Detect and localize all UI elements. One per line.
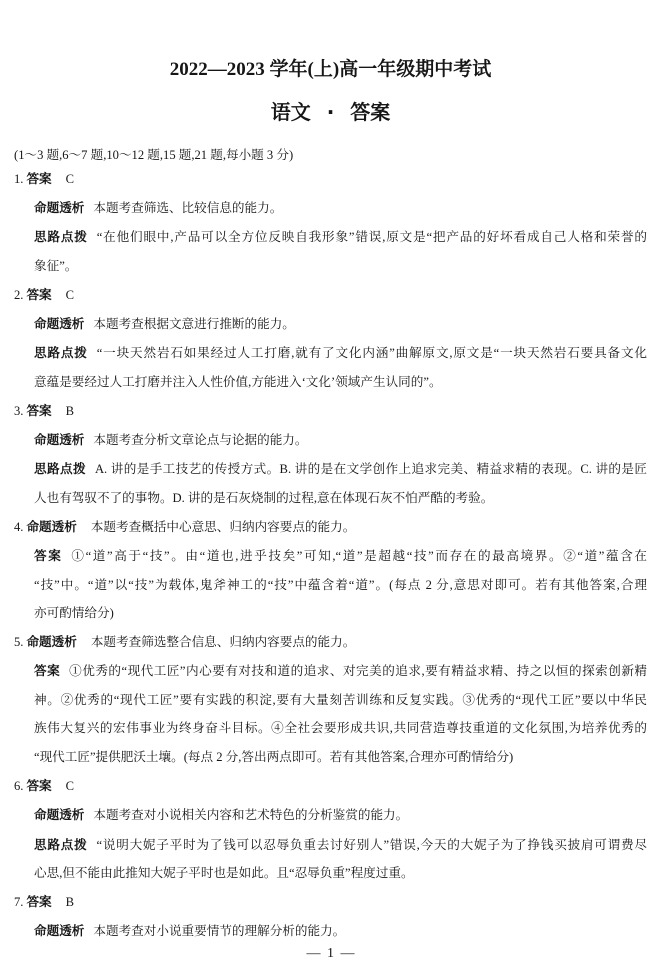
analysis-text: 本题考查对小说重要情节的理解分析的能力。 (93, 924, 346, 939)
hint-block (14, 339, 647, 396)
answer-item-7 (14, 888, 647, 946)
text-line: “技”中。“道”以“技”为载体,鬼斧神工的“技”中蕴含着“道”。(每点 2 分,意思对即可。若有其他答案,合理 (34, 577, 647, 592)
hint-label: 思路点拨 (34, 229, 88, 245)
text-line: 意蕴是要经过人工打磨并注入人性价值,方能进入‘文化’领域产生认同的”。 (34, 374, 442, 389)
answer-item-2 (14, 281, 647, 396)
analysis-label: 命题透析 (34, 807, 85, 823)
item-header (14, 888, 647, 917)
answer-item-5 (14, 628, 647, 771)
analysis-label: 命题透析 (34, 199, 85, 215)
hint-label: 思路点拨 (34, 345, 88, 361)
hint-block (14, 455, 647, 512)
answer-item-3 (14, 397, 647, 512)
text-line (34, 542, 647, 571)
text-line: 人也有驾驭不了的事物。D. 讲的是石灰烧制的过程,意在体现石灰不怕严酷的考验。 (34, 490, 494, 505)
analysis-label: 命题透析 (26, 518, 77, 534)
hint-text: “说明大妮子平时为了钱可以忍辱负重去讨好别人”错误,今天的大妮子为了挣钱买披肩可谓费尽 (96, 837, 648, 852)
answer-choice: C (65, 171, 75, 186)
answer-item-6 (14, 772, 647, 887)
answer-choice: B (65, 895, 75, 910)
analysis-text: 本题考查概括中心意思、归纳内容要点的能力。 (90, 519, 356, 534)
answer-text: ①“道”高于“技”。由“道也,进乎技矣”可知,“道”是超越“技”而存在的最高境界。②“道”蕴含在 (71, 549, 647, 564)
hint-label: 思路点拨 (34, 836, 88, 852)
text-line (34, 831, 647, 860)
answer-choice: B (65, 403, 75, 418)
answer-label: 答案 (26, 894, 52, 910)
item-number: 3. (14, 403, 24, 418)
item-number: 2. (14, 287, 24, 302)
analysis-text: 本题考查分析文章论点与论据的能力。 (93, 433, 308, 447)
item-number: 4. (14, 519, 24, 534)
page-number: — 1 — (306, 946, 355, 961)
analysis-text: 本题考查对小说相关内容和艺术特色的分析鉴赏的能力。 (93, 808, 409, 823)
text-line: 亦可酌情给分) (34, 606, 114, 621)
text-line (34, 194, 647, 223)
answer-block (14, 542, 647, 628)
answer-label: 答案 (34, 663, 61, 679)
text-line (34, 426, 647, 455)
analysis-label: 命题透析 (34, 315, 85, 331)
hint-text: “一块天然岩石如果经过人工打磨,就有了文化内涵”曲解原文,原文是“一块天然岩石要具备文化 (96, 346, 647, 361)
text-line (34, 339, 647, 368)
item-header (14, 772, 647, 801)
text-line (34, 917, 647, 946)
text-line: “现代工匠”提供肥沃土壤。(每点 2 分,答出两点即可。若有其他答案,合理亦可酌情给分) (34, 749, 514, 764)
analysis-text: 本题考查筛选、比较信息的能力。 (93, 200, 283, 215)
text-line (34, 223, 647, 252)
text-line (34, 310, 647, 339)
analysis-label: 命题透析 (26, 634, 77, 650)
analysis-block (14, 801, 647, 830)
analysis-text: 本题考查筛选整合信息、归纳内容要点的能力。 (90, 635, 356, 650)
analysis-block (14, 194, 647, 223)
answer-item-4 (14, 513, 647, 628)
answer-label: 答案 (34, 548, 63, 564)
answer-label: 答案 (26, 778, 52, 794)
hint-block (14, 831, 647, 888)
text-line: 神。②优秀的“现代工匠”要有实践的积淀,要有大量刻苦训练和反复实践。③优秀的“现代工匠”要以中华民 (34, 692, 647, 707)
item-header (14, 165, 647, 194)
analysis-text: 本题考查根据文意进行推断的能力。 (93, 316, 295, 331)
answer-choice: C (65, 779, 75, 794)
item-number: 6. (14, 779, 24, 794)
analysis-block (14, 426, 647, 455)
hint-text: “在他们眼中,产品可以全方位反映自我形象”错误,原文是“把产品的好坏看成自己人格和荣誉的 (96, 230, 647, 245)
item-header (14, 281, 647, 310)
answer-label: 答案 (26, 286, 52, 302)
item-number: 7. (14, 895, 24, 910)
analysis-block (14, 310, 647, 339)
text-line (34, 801, 647, 830)
text-line (34, 657, 647, 686)
item-number: 5. (14, 635, 24, 650)
analysis-label: 命题透析 (34, 923, 85, 939)
item-header (14, 397, 647, 426)
analysis-block (14, 917, 647, 946)
answer-text: ①优秀的“现代工匠”内心要有对技和道的追求、对完美的追求,要有精益求精、持之以恒的探索创新精 (69, 664, 648, 679)
text-line: 心思,但不能由此推知大妮子平时也是如此。且“忍辱负重”程度过重。 (34, 866, 414, 880)
answer-block (14, 657, 647, 771)
item-header (14, 513, 647, 542)
text-line (34, 455, 647, 484)
answer-label: 答案 (26, 170, 52, 186)
hint-text: A. 讲的是手工技艺的传授方式。B. 讲的是在文学创作上追求完美、精益求精的表现。C. 讲的是匠 (94, 462, 647, 477)
hint-block (14, 223, 647, 280)
text-line: 象征”。 (34, 258, 78, 273)
answer-item-1 (14, 165, 647, 280)
answer-content (14, 146, 647, 946)
hint-label: 思路点拨 (34, 461, 86, 477)
exam-title: 2022—2023 学年(上)高一年级期中考试 (169, 59, 492, 80)
answer-choice: C (65, 287, 75, 302)
answer-label: 答案 (26, 402, 52, 418)
subject-title: 语文 · 答案 (270, 100, 391, 124)
item-number: 1. (14, 171, 24, 186)
text-line: 族伟大复兴的宏伟事业为终身奋斗目标。④全社会要形成共识,共同营造尊技重道的文化氛围,为培养优秀的 (34, 721, 647, 736)
analysis-label: 命题透析 (34, 432, 85, 447)
scoring-note: (1～3 题,6～7 题,10～12 题,15 题,21 题,每小题 3 分) (14, 148, 294, 162)
item-header (14, 628, 647, 657)
